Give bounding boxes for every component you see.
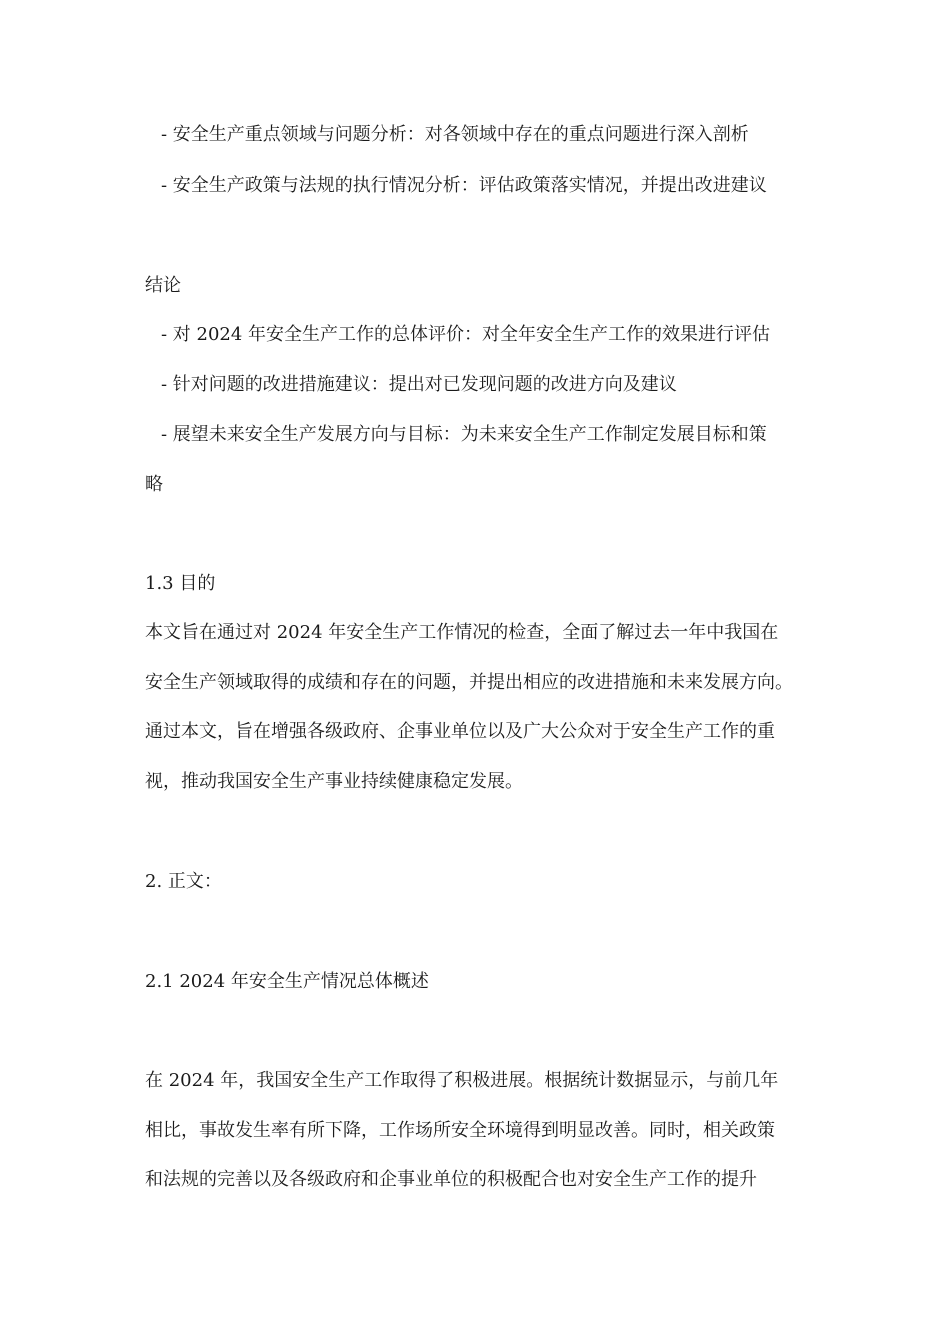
list-item: - 安全生产政策与法规的执行情况分析：评估政策落实情况，并提出改进建议 [161,175,767,196]
paragraph-line: 在 2024 年，我国安全生产工作取得了积极进展。根据统计数据显示，与前几年 [145,1070,779,1091]
section-heading-purpose: 1.3 目的 [145,573,216,594]
paragraph-line: 本文旨在通过对 2024 年安全生产工作情况的检查，全面了解过去一年中我国在 [145,622,779,643]
list-item: - 针对问题的改进措施建议：提出对已发现问题的改进方向及建议 [161,374,677,395]
list-item-continuation: 略 [145,474,163,495]
paragraph-line: 视，推动我国安全生产事业持续健康稳定发展。 [145,771,523,792]
list-item: - 对 2024 年安全生产工作的总体评价：对全年安全生产工作的效果进行评估 [161,324,771,345]
section-heading-overview: 2.1 2024 年安全生产情况总体概述 [145,971,429,992]
paragraph-line: 和法规的完善以及各级政府和企事业单位的积极配合也对安全生产工作的提升 [145,1169,757,1190]
list-item: - 安全生产重点领域与问题分析：对各领域中存在的重点问题进行深入剖析 [161,124,749,145]
paragraph-line: 通过本文，旨在增强各级政府、企事业单位以及广大公众对于安全生产工作的重 [145,721,775,742]
section-heading-body: 2. 正文： [145,871,222,892]
list-item: - 展望未来安全生产发展方向与目标：为未来安全生产工作制定发展目标和策 [161,424,767,445]
paragraph-line: 相比，事故发生率有所下降，工作场所安全环境得到明显改善。同时，相关政策 [145,1120,775,1141]
paragraph-line: 安全生产领域取得的成绩和存在的问题，并提出相应的改进措施和未来发展方向。 [145,672,793,693]
section-heading-conclusion: 结论 [145,275,181,296]
